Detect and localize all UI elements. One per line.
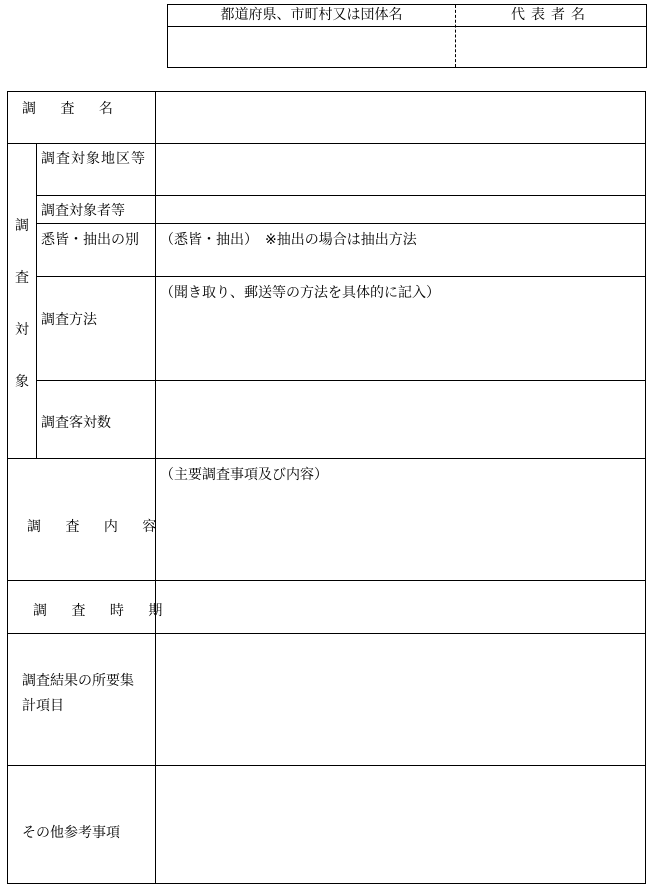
target-persons-label: 調査対象者等 — [41, 203, 125, 219]
header-representative-label: 代表者名 — [511, 7, 591, 23]
row-line — [8, 458, 645, 459]
other-notes-field[interactable] — [156, 766, 645, 883]
header-org-label: 都道府県、市町村又は団体名 — [220, 7, 403, 23]
survey-target-char: 象 — [15, 374, 29, 390]
survey-period-field[interactable] — [156, 581, 645, 633]
survey-content-note: （主要調査事項及び内容） — [160, 467, 328, 483]
survey-name-label: 調 査 名 — [22, 101, 123, 117]
header-org-field[interactable] — [168, 27, 455, 67]
sampling-note: （悉皆・抽出） ※抽出の場合は抽出方法 — [160, 232, 417, 248]
header-table — [167, 4, 647, 68]
method-note: （聞き取り、郵送等の方法を具体的に記入） — [160, 285, 440, 301]
sampling-field[interactable] — [156, 252, 645, 276]
respondent-count-field[interactable] — [156, 381, 645, 458]
survey-target-char: 対 — [15, 322, 29, 338]
target-area-field[interactable] — [156, 144, 645, 195]
survey-content-field[interactable] — [156, 486, 645, 580]
row-line — [36, 223, 645, 224]
target-persons-field[interactable] — [156, 196, 645, 223]
aggregation-items-field[interactable] — [156, 634, 645, 765]
sampling-label: 悉皆・抽出の別 — [41, 232, 139, 248]
survey-form-table — [7, 91, 646, 884]
survey-target-group-label — [12, 216, 32, 424]
target-group-divider — [36, 143, 37, 459]
survey-target-char: 調 — [15, 218, 29, 234]
survey-content-label: 調 査 内 容 — [27, 519, 167, 535]
method-label: 調査方法 — [41, 312, 97, 328]
aggregation-items-label: 調査結果の所要集計項目 — [22, 673, 134, 714]
target-area-label: 調査対象地区等 — [41, 151, 146, 167]
respondent-count-label: 調査客対数 — [41, 415, 111, 431]
other-notes-label: その他参考事項 — [22, 825, 120, 841]
method-field[interactable] — [156, 304, 645, 380]
survey-target-char: 査 — [15, 270, 29, 286]
header-representative-field[interactable] — [456, 27, 646, 67]
survey-name-field[interactable] — [156, 92, 645, 143]
row-line — [36, 276, 645, 277]
survey-period-label: 調 査 時 期 — [33, 603, 173, 619]
